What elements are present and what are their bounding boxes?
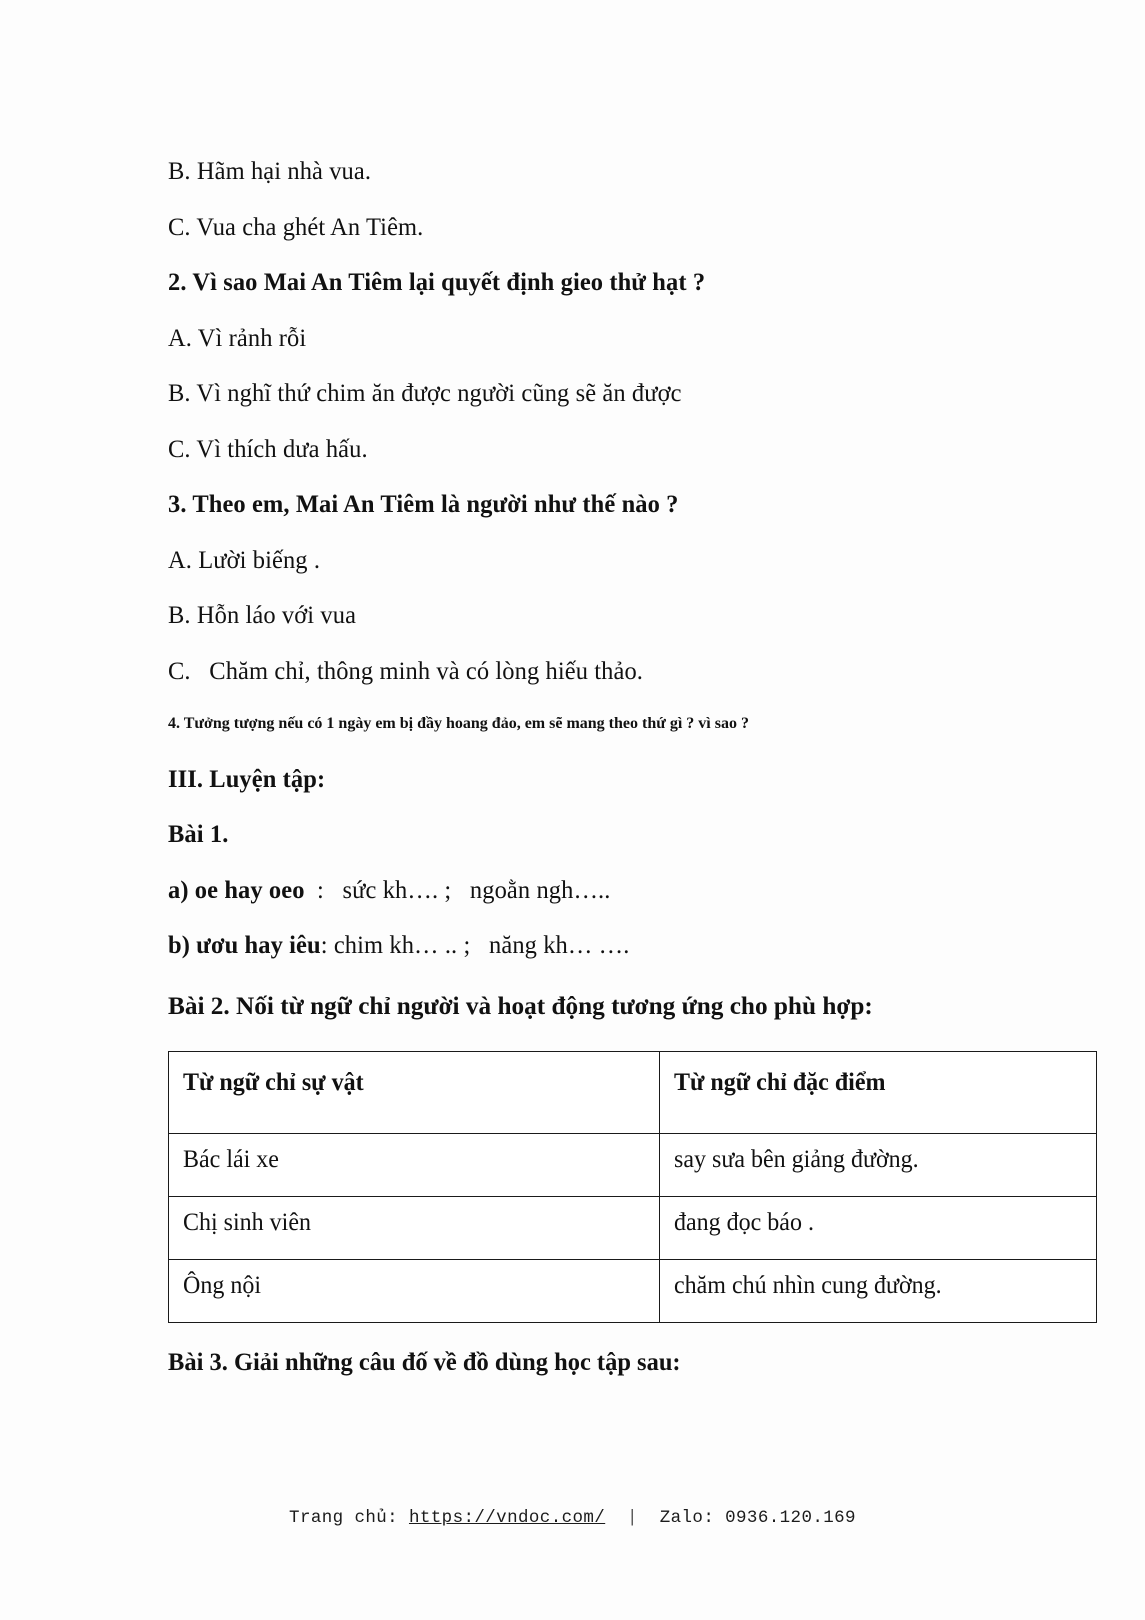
footer-zalo: Zalo: 0936.120.169: [659, 1508, 856, 1528]
table-cell-subject: Bác lái xe: [169, 1133, 660, 1196]
question-3: 3. Theo em, Mai An Tiêm là người như thế nào ?: [168, 489, 679, 518]
bai-1-item-a-blanks: : sức kh…. ; ngoằn ngh…..: [304, 874, 611, 904]
bai-2-title: Bài 2. Nối từ ngữ chỉ người và hoạt động tương ứng cho phù hợp:: [168, 990, 873, 1020]
table-row: [169, 1133, 1097, 1196]
page-footer: [0, 1508, 1145, 1528]
document-content: [168, 158, 948, 1377]
answer-3c: C. Chăm chỉ, thông minh và có lòng hiếu thảo.: [168, 655, 644, 685]
bai-3-title: Bài 3. Giải những câu đố về đồ dùng học tập sau:: [168, 1346, 681, 1376]
footer-website-link[interactable]: https://vndoc.com/: [408, 1508, 606, 1528]
answer-1b: B. Hãm hại nhà vua.: [168, 156, 372, 185]
answer-3b: B. Hỗn láo với vua: [168, 600, 357, 629]
table-cell-predicate: đang đọc báo .: [660, 1196, 1097, 1259]
answer-2c: C. Vì thích dưa hấu.: [168, 433, 368, 463]
table-header-row: [169, 1051, 1097, 1133]
bai-1-title: Bài 1.: [168, 819, 229, 849]
footer-separator: |: [605, 1508, 660, 1528]
answer-1c: C. Vua cha ghét An Tiêm.: [168, 211, 424, 241]
table-header-cell-1: Từ ngữ chỉ sự vật: [169, 1051, 660, 1133]
bai-1-item-b: [168, 932, 917, 958]
bai-1-item-b-blanks: : chim kh… .. ; năng kh… ….: [320, 930, 630, 960]
bai-1-item-b-label: b) ươu hay iêu: [168, 930, 321, 960]
answer-3a: A. Lười biếng .: [168, 544, 321, 574]
table-cell-predicate: say sưa bên giảng đường.: [660, 1133, 1097, 1196]
table-cell-predicate: chăm chú nhìn cung đường.: [660, 1259, 1097, 1322]
section-iii-heading: III. Luyện tập:: [168, 763, 326, 793]
table-cell-subject: Ông nội: [169, 1259, 660, 1322]
answer-2b: B. Vì nghĩ thứ chim ăn được người cũng sẽ ăn được: [168, 378, 682, 407]
question-2: 2. Vì sao Mai An Tiêm lại quyết định gieo thử hạt ?: [168, 267, 706, 296]
bai-1-item-a-label: a) oe hay oeo: [168, 874, 305, 904]
table-row: [169, 1259, 1097, 1322]
matching-table: [168, 1051, 1097, 1323]
bai-1-item-a: [168, 874, 917, 904]
table-row: [169, 1196, 1097, 1259]
answer-2a: A. Vì rảnh rỗi: [168, 322, 307, 352]
question-4: 4. Tưởng tượng nếu có 1 ngày em bị đầy hoang đảo, em sẽ mang theo thứ gì ? vì sao ?: [168, 715, 749, 732]
table-cell-subject: Chị sinh viên: [169, 1196, 660, 1259]
table-header-cell-2: Từ ngữ chỉ đặc điểm: [660, 1051, 1097, 1133]
footer-prefix: Trang chủ:: [289, 1508, 409, 1528]
